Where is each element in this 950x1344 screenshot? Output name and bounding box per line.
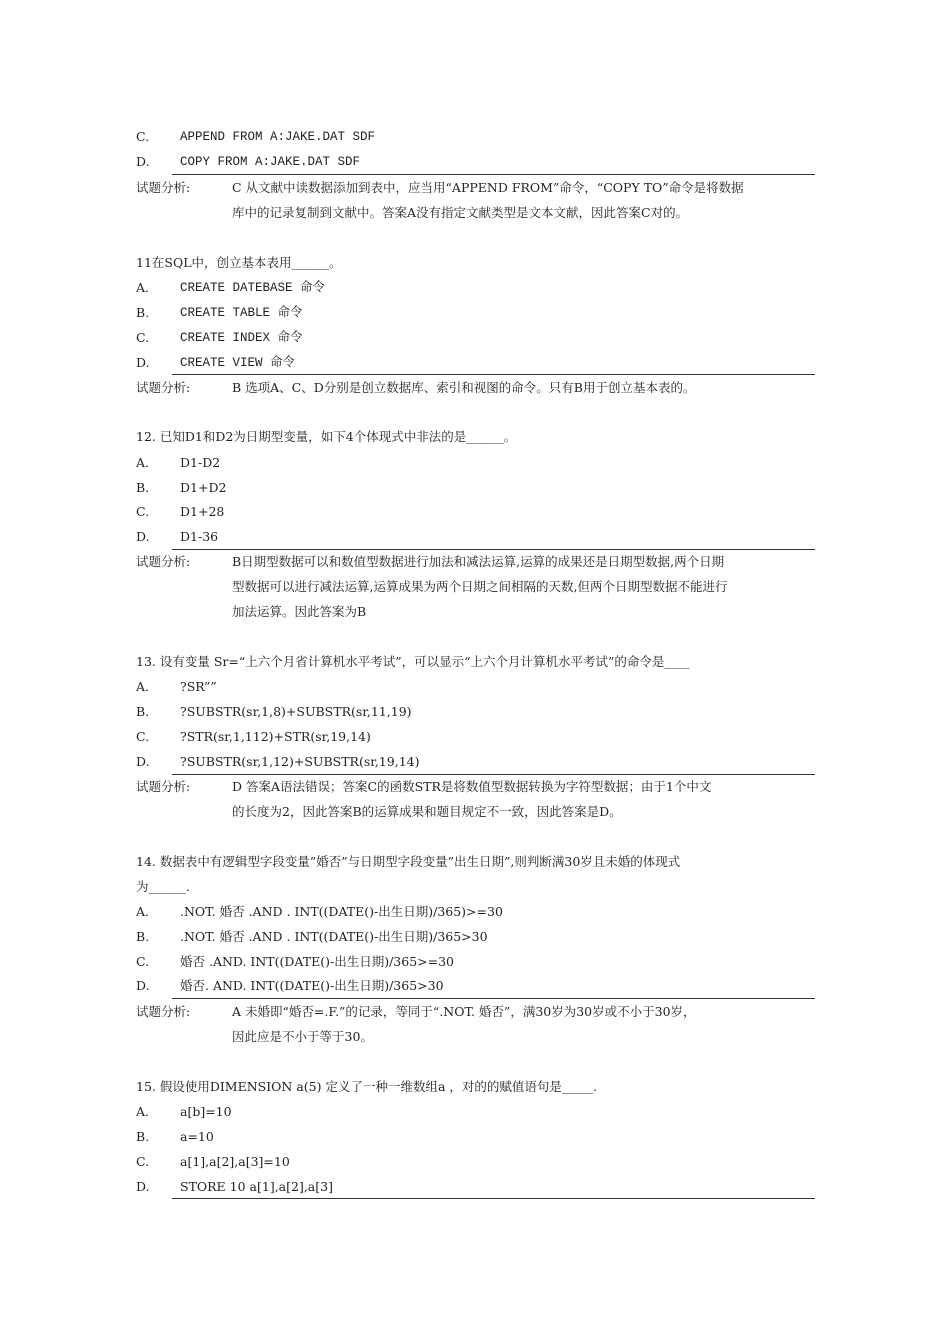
q13-option-b-letter: B.	[136, 704, 150, 719]
q13-option-b-text: ?SUBSTR(sr,1,8)+SUBSTR(sr,11,19)	[180, 704, 412, 719]
q11-question: 11在SQL中，创立基本表用______。	[136, 255, 342, 270]
q10-divider	[172, 174, 815, 175]
q12-option-b-text: D1+D2	[180, 480, 227, 495]
q14-option-c-text: 婚否 .AND. INT((DATE()-出生日期)/365>=30	[180, 954, 455, 969]
q15-option-b-text: a=10	[180, 1129, 214, 1144]
q13-divider	[172, 774, 815, 775]
q14-option-d-letter: D.	[136, 978, 150, 993]
q15-option-b-letter: B.	[136, 1129, 150, 1144]
q11-option-d-text: CREATE VIEW 命令	[180, 356, 296, 370]
q12-option-c-text: D1+28	[180, 504, 225, 519]
q12-option-d-text: D1-36	[180, 529, 219, 544]
q14-analysis-line-2: 因此应是不小于等于30。	[232, 1029, 373, 1044]
q13-analysis-line-1: D 答案A语法错误；答案C的函数STR是将数值型数据转换为字符型数据；由于1个中文	[232, 779, 712, 794]
q14-analysis-label: 试题分析:	[136, 1004, 191, 1019]
q14-question-line-2: 为______.	[136, 879, 190, 894]
q15-option-c-letter: C.	[136, 1154, 150, 1169]
q15-option-a-text: a[b]=10	[180, 1104, 232, 1119]
q10-option-c-text: APPEND FROM A:JAKE.DAT SDF	[180, 130, 376, 144]
q14-option-a-text: .NOT. 婚否 .AND . INT((DATE()-出生日期)/365)>=30	[180, 904, 503, 919]
q10-option-c-letter: C.	[136, 129, 150, 144]
q11-option-b-text: CREATE TABLE 命令	[180, 306, 303, 320]
q11-option-c-letter: C.	[136, 330, 150, 345]
q14-divider	[172, 998, 815, 999]
q13-option-d-text: ?SUBSTR(sr,1,12)+SUBSTR(sr,19,14)	[180, 754, 420, 769]
q12-analysis-line-2: 型数据可以进行减法运算,运算成果为两个日期之间相隔的天数,但两个日期型数据不能进行	[232, 579, 728, 594]
q13-option-c-letter: C.	[136, 729, 150, 744]
q13-question: 13. 设有变量 Sr=“上六个月省计算机水平考试”，可以显示“上六个月计算机水平考试”的命令是____	[136, 654, 690, 669]
q12-divider	[172, 549, 815, 550]
q11-analysis-line-1: B 选项A、C、D分别是创立数据库、索引和视图的命令。只有B用于创立基本表的。	[232, 380, 696, 395]
q12-analysis-line-1: B日期型数据可以和数值型数据进行加法和减法运算,运算的成果还是日期型数据,两个日期	[232, 554, 725, 569]
q11-option-c-text: CREATE INDEX 命令	[180, 331, 303, 345]
q15-question: 15. 假设使用DIMENSION a(5) 定义了一种一维数组a ，对的的赋值语句是_____.	[136, 1079, 598, 1094]
q14-option-b-text: .NOT. 婚否 .AND . INT((DATE()-出生日期)/365>30	[180, 929, 488, 944]
q13-option-a-letter: A.	[136, 679, 150, 694]
q11-option-b-letter: B.	[136, 305, 150, 320]
q13-option-a-text: ?SR””	[180, 679, 217, 694]
q14-question-line-1: 14. 数据表中有逻辑型字段变量”婚否”与日期型字段变量”出生日期”,则判断满30岁且未婚的体现式	[136, 854, 681, 869]
q11-option-d-letter: D.	[136, 355, 150, 370]
q12-option-c-letter: C.	[136, 504, 150, 519]
q10-analysis-line-2: 库中的记录复制到文献中。答案A没有指定文献类型是文本文献，因此答案C对的。	[232, 205, 689, 220]
q12-option-d-letter: D.	[136, 529, 150, 544]
q15-divider	[172, 1198, 815, 1199]
q10-analysis-label: 试题分析:	[136, 180, 191, 195]
q12-option-a-text: D1-D2	[180, 455, 221, 470]
q15-option-d-text: STORE 10 a[1],a[2],a[3]	[180, 1179, 333, 1194]
q13-analysis-label: 试题分析:	[136, 779, 191, 794]
q14-option-b-letter: B.	[136, 929, 150, 944]
q15-option-a-letter: A.	[136, 1104, 150, 1119]
q15-option-c-text: a[1],a[2],a[3]=10	[180, 1154, 290, 1169]
q13-analysis-line-2: 的长度为2，因此答案B的运算成果和题目规定不一致，因此答案是D。	[232, 804, 622, 819]
q10-option-d-letter: D.	[136, 154, 150, 169]
q15-option-d-letter: D.	[136, 1179, 150, 1194]
q14-analysis-line-1: A 未婚即“婚否=.F.”的记录，等同于“.NOT. 婚否”，满30岁为30岁或不小于30岁，	[232, 1004, 696, 1019]
q14-option-c-letter: C.	[136, 954, 150, 969]
q11-option-a-letter: A.	[136, 280, 150, 295]
q12-option-a-letter: A.	[136, 455, 150, 470]
q11-option-a-text: CREATE DATEBASE 命令	[180, 281, 326, 295]
q13-option-c-text: ?STR(sr,1,112)+STR(sr,19,14)	[180, 729, 371, 744]
q13-option-d-letter: D.	[136, 754, 150, 769]
q12-question: 12. 已知D1和D2为日期型变量，如下4个体现式中非法的是______。	[136, 429, 517, 444]
q14-option-a-letter: A.	[136, 904, 150, 919]
q11-analysis-label: 试题分析:	[136, 380, 191, 395]
q12-option-b-letter: B.	[136, 480, 150, 495]
q12-analysis-label: 试题分析:	[136, 554, 191, 569]
q14-option-d-text: 婚否. AND. INT((DATE()-出生日期)/365>30	[180, 978, 444, 993]
q11-divider	[172, 374, 815, 375]
q12-analysis-line-3: 加法运算。因此答案为B	[232, 604, 367, 619]
q10-analysis-line-1: C 从文献中读数据添加到表中，应当用“APPEND FROM”命令，“COPY TO”命令是将数据	[232, 180, 744, 195]
q10-option-d-text: COPY FROM A:JAKE.DAT SDF	[180, 155, 361, 169]
